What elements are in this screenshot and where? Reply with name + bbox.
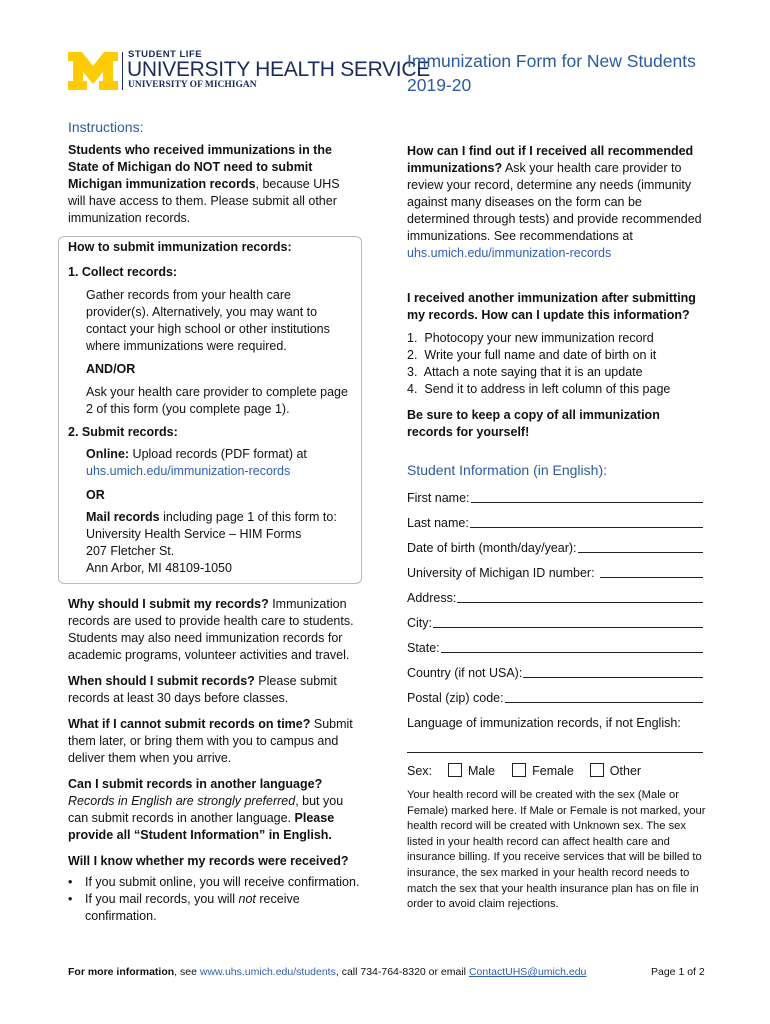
update-steps	[407, 330, 703, 398]
list-item: 3. Attach a note saying that it is an update	[407, 365, 643, 379]
logo-student-life: STUDENT LIFE	[128, 49, 203, 60]
faq-update: I received another immunization after submitting my records. How can I update this information?	[407, 291, 696, 322]
female-checkbox[interactable]	[512, 763, 526, 777]
step2-label: 2. Submit records:	[68, 425, 178, 439]
list-item: 1. Photocopy your new immunization record	[407, 331, 654, 345]
dob-field[interactable]: Date of birth (month/day/year):	[407, 540, 703, 557]
faq-why: Why should I submit my records? Immunization records are used to provide health care to students. Students may also need immunization records for academic programs, volunteer activities and travel.	[68, 597, 354, 662]
faq-language: Can I submit records in another language? Records in English are strongly preferred, but you can submit records in another language. Please provide all “Student Information” in English.	[68, 777, 344, 842]
immunization-records-link[interactable]: uhs.umich.edu/immunization-records	[86, 464, 291, 478]
list-item: 4. Send it to address in left column of this page	[407, 382, 671, 396]
first-name-field[interactable]: First name:	[407, 490, 703, 507]
block-m-logo-icon	[68, 52, 118, 90]
keep-copy-note: Be sure to keep a copy of all immunization records for yourself!	[407, 408, 660, 439]
confirm-bullets: • If you submit online, you will receive confirmation. • If you mail records, you will not receive confirmation.	[68, 875, 360, 923]
logo-uhs: UNIVERSITY HEALTH SERVICE	[127, 58, 430, 81]
city-field[interactable]: City:	[407, 615, 703, 632]
sex-row: Sex: Male Female Other	[407, 764, 642, 778]
footer-info: For more information, see www.uhs.umich.edu/students, call 734-764-8320 or email ContactUHS@umich.edu	[68, 966, 587, 978]
faq-confirm: Will I know whether my records were received?	[68, 854, 349, 868]
address-field[interactable]: Address:	[407, 590, 703, 607]
male-checkbox[interactable]	[448, 763, 462, 777]
andor-label: AND/OR	[86, 362, 136, 376]
language-input-line[interactable]	[407, 752, 703, 753]
students-link[interactable]: www.uhs.umich.edu/students	[199, 966, 336, 978]
step1-label: 1. Collect records:	[68, 265, 178, 279]
last-name-field[interactable]: Last name:	[407, 515, 703, 532]
state-field[interactable]: State:	[407, 640, 703, 657]
other-checkbox[interactable]	[590, 763, 604, 777]
country-field[interactable]: Country (if not USA):	[407, 665, 703, 682]
logo-divider	[122, 52, 123, 90]
faq-recommended: How can I find out if I received all recommended immunizations? Ask your health care provider to review your record, determine any needs (immunity against many diseases on the form can be determined through tests) and provide recommended immunizations. See recommendations at uhs.umich.edu/immunization-records	[407, 144, 702, 260]
faq-late: What if I cannot submit records on time? Submit them later, or bring them with you to campus and deliver them when you arrive.	[68, 717, 353, 765]
step1-alt: Ask your health care provider to complete page 2 of this form (you complete page 1).	[86, 385, 348, 416]
umid-field[interactable]: University of Michigan ID number:	[407, 565, 703, 582]
page-number: Page 1 of 2	[651, 966, 705, 978]
faq-when: When should I submit records? Please submit records at least 30 days before classes.	[68, 674, 337, 705]
or-label: OR	[86, 488, 105, 502]
how-to-heading: How to submit immunization records:	[68, 240, 292, 254]
email-link[interactable]: ContactUHS@umich.edu	[468, 966, 587, 978]
recommendations-link[interactable]: uhs.umich.edu/immunization-records	[407, 246, 612, 260]
sex-note: Your health record will be created with the sex (Male or Female) marked here. If Male or Female is not marked, your health record will be created with Unknown sex. The sex listed in your health record can affect health care and insurance billing. If you receive services that will be billed to insurance, the sex marked in your health record needs to match the sex that your health insurance plan has on file in order to avoid claim rejections.	[407, 789, 706, 911]
mail-submit: Mail records including page 1 of this form to: University Health Service – HIM Forms 207 Fletcher St. Ann Arbor, MI 48109-1050	[86, 510, 337, 575]
instructions-intro: Students who received immunizations in the State of Michigan do NOT need to submit Michigan immunization records, because UHS will have access to them. Please submit all other immunization records.	[68, 143, 340, 225]
step1-text: Gather records from your health care provider(s). Alternatively, you may want to contact your high school or other institutions where immunizations were required.	[86, 288, 330, 353]
postal-field[interactable]: Postal (zip) code:	[407, 690, 703, 707]
form-title: Immunization Form for New Students 2019-20	[407, 51, 696, 95]
online-submit: Online: Upload records (PDF format) at uhs.umich.edu/immunization-records	[86, 447, 307, 478]
list-item: 2. Write your full name and date of birth on it	[407, 348, 657, 362]
logo-um: UNIVERSITY OF MICHIGAN	[128, 80, 257, 90]
language-label: Language of immunization records, if not English:	[407, 716, 681, 730]
instructions-heading: Instructions:	[68, 119, 144, 135]
student-info-heading: Student Information (in English):	[407, 462, 607, 478]
